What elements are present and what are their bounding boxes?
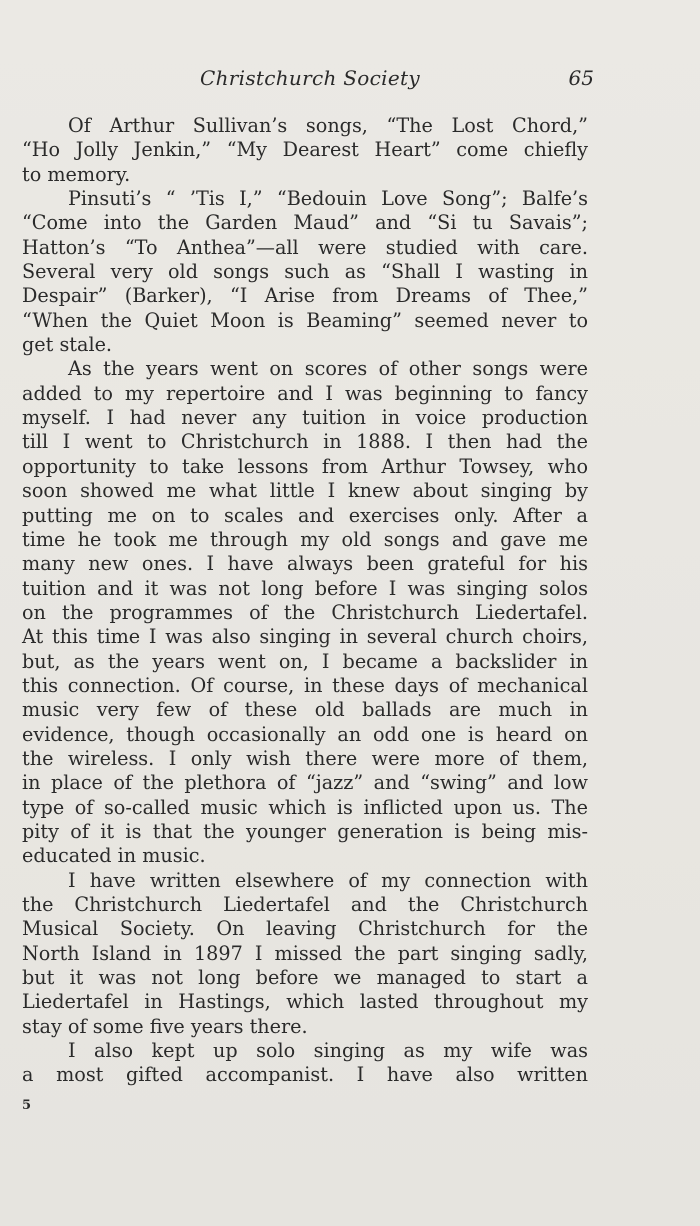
signature-mark: 5: [22, 1098, 32, 1113]
text-line: a most gifted accompanist. I have also written: [22, 1063, 588, 1087]
text-line: get stale.: [22, 333, 113, 357]
text-line: the wireless. I only wish there were more of them,: [22, 746, 588, 770]
text-line: I also kept up solo singing as my wife was: [68, 1039, 588, 1063]
text-line: on the programmes of the Christchurch Liedertafel.: [22, 600, 588, 624]
text-line: North Island in 1897 I missed the part singing sadly,: [22, 941, 588, 965]
text-line: “When the Quiet Moon is Beaming” seemed never to: [22, 308, 588, 332]
text-line: myself. I had never any tuition in voice production: [22, 406, 588, 430]
text-line: Musical Society. On leaving Christchurch for the: [22, 917, 588, 941]
text-line: “Ho Jolly Jenkin,” “My Dearest Heart” come chiefly: [22, 138, 588, 162]
text-line: pity of it is that the younger generation is being mis-: [22, 819, 588, 843]
text-line: in place of the plethora of “jazz” and “swing” and low: [22, 771, 588, 795]
text-line: At this time I was also singing in several church choirs,: [22, 625, 588, 649]
running-title: Christchurch Society: [200, 66, 420, 90]
text-line: Despair” (Barker), “I Arise from Dreams of Thee,”: [22, 284, 588, 308]
text-line: this connection. Of course, in these days of mechanical: [22, 673, 588, 697]
text-line: tuition and it was not long before I was singing solos: [22, 576, 588, 600]
text-line: “Come into the Garden Maud” and “Si tu Savais”;: [22, 211, 588, 235]
text-line: added to my repertoire and I was beginning to fancy: [22, 381, 588, 405]
text-line: opportunity to take lessons from Arthur Towsey, who: [22, 454, 588, 478]
text-line: but it was not long before we managed to start a: [22, 966, 588, 990]
text-line: putting me on to scales and exercises only. After a: [22, 503, 588, 527]
page-number: 65: [568, 66, 594, 90]
text-line: Of Arthur Sullivan’s songs, “The Lost Chord,”: [68, 114, 588, 137]
text-line: the Christchurch Liedertafel and the Christchurch: [22, 893, 588, 916]
text-line: evidence, though occasionally an odd one is heard on: [22, 722, 588, 746]
text-line: music very few of these old ballads are much in: [22, 698, 588, 722]
text-line: but, as the years went on, I became a backslider in: [22, 649, 588, 673]
text-line: stay of some five years there.: [22, 1014, 308, 1038]
text-line: type of so-called music which is inflicted upon us. The: [22, 795, 588, 819]
text-line: As the years went on scores of other songs were: [68, 357, 588, 381]
text-line: Liedertafel in Hastings, which lasted throughout my: [22, 990, 588, 1014]
text-line: till I went to Christchurch in 1888. I then had the: [22, 430, 588, 454]
text-line: time he took me through my old songs and gave me: [22, 527, 588, 551]
text-line: Pinsuti’s “ ’Tis I,” “Bedouin Love Song”; Balfe’s: [68, 187, 588, 211]
text-line: educated in music.: [22, 844, 206, 868]
text-line: soon showed me what little I knew about singing by: [22, 479, 588, 503]
text-line: I have written elsewhere of my connection with: [68, 868, 588, 892]
text-line: Hatton’s “To Anthea”—all were studied with care.: [22, 235, 588, 259]
body-text: [22, 114, 588, 1088]
text-line: many new ones. I have always been grateful for his: [22, 552, 588, 576]
text-line: Several very old songs such as “Shall I wasting in: [22, 260, 588, 284]
text-line: to memory.: [22, 162, 131, 186]
running-head: [22, 66, 594, 94]
